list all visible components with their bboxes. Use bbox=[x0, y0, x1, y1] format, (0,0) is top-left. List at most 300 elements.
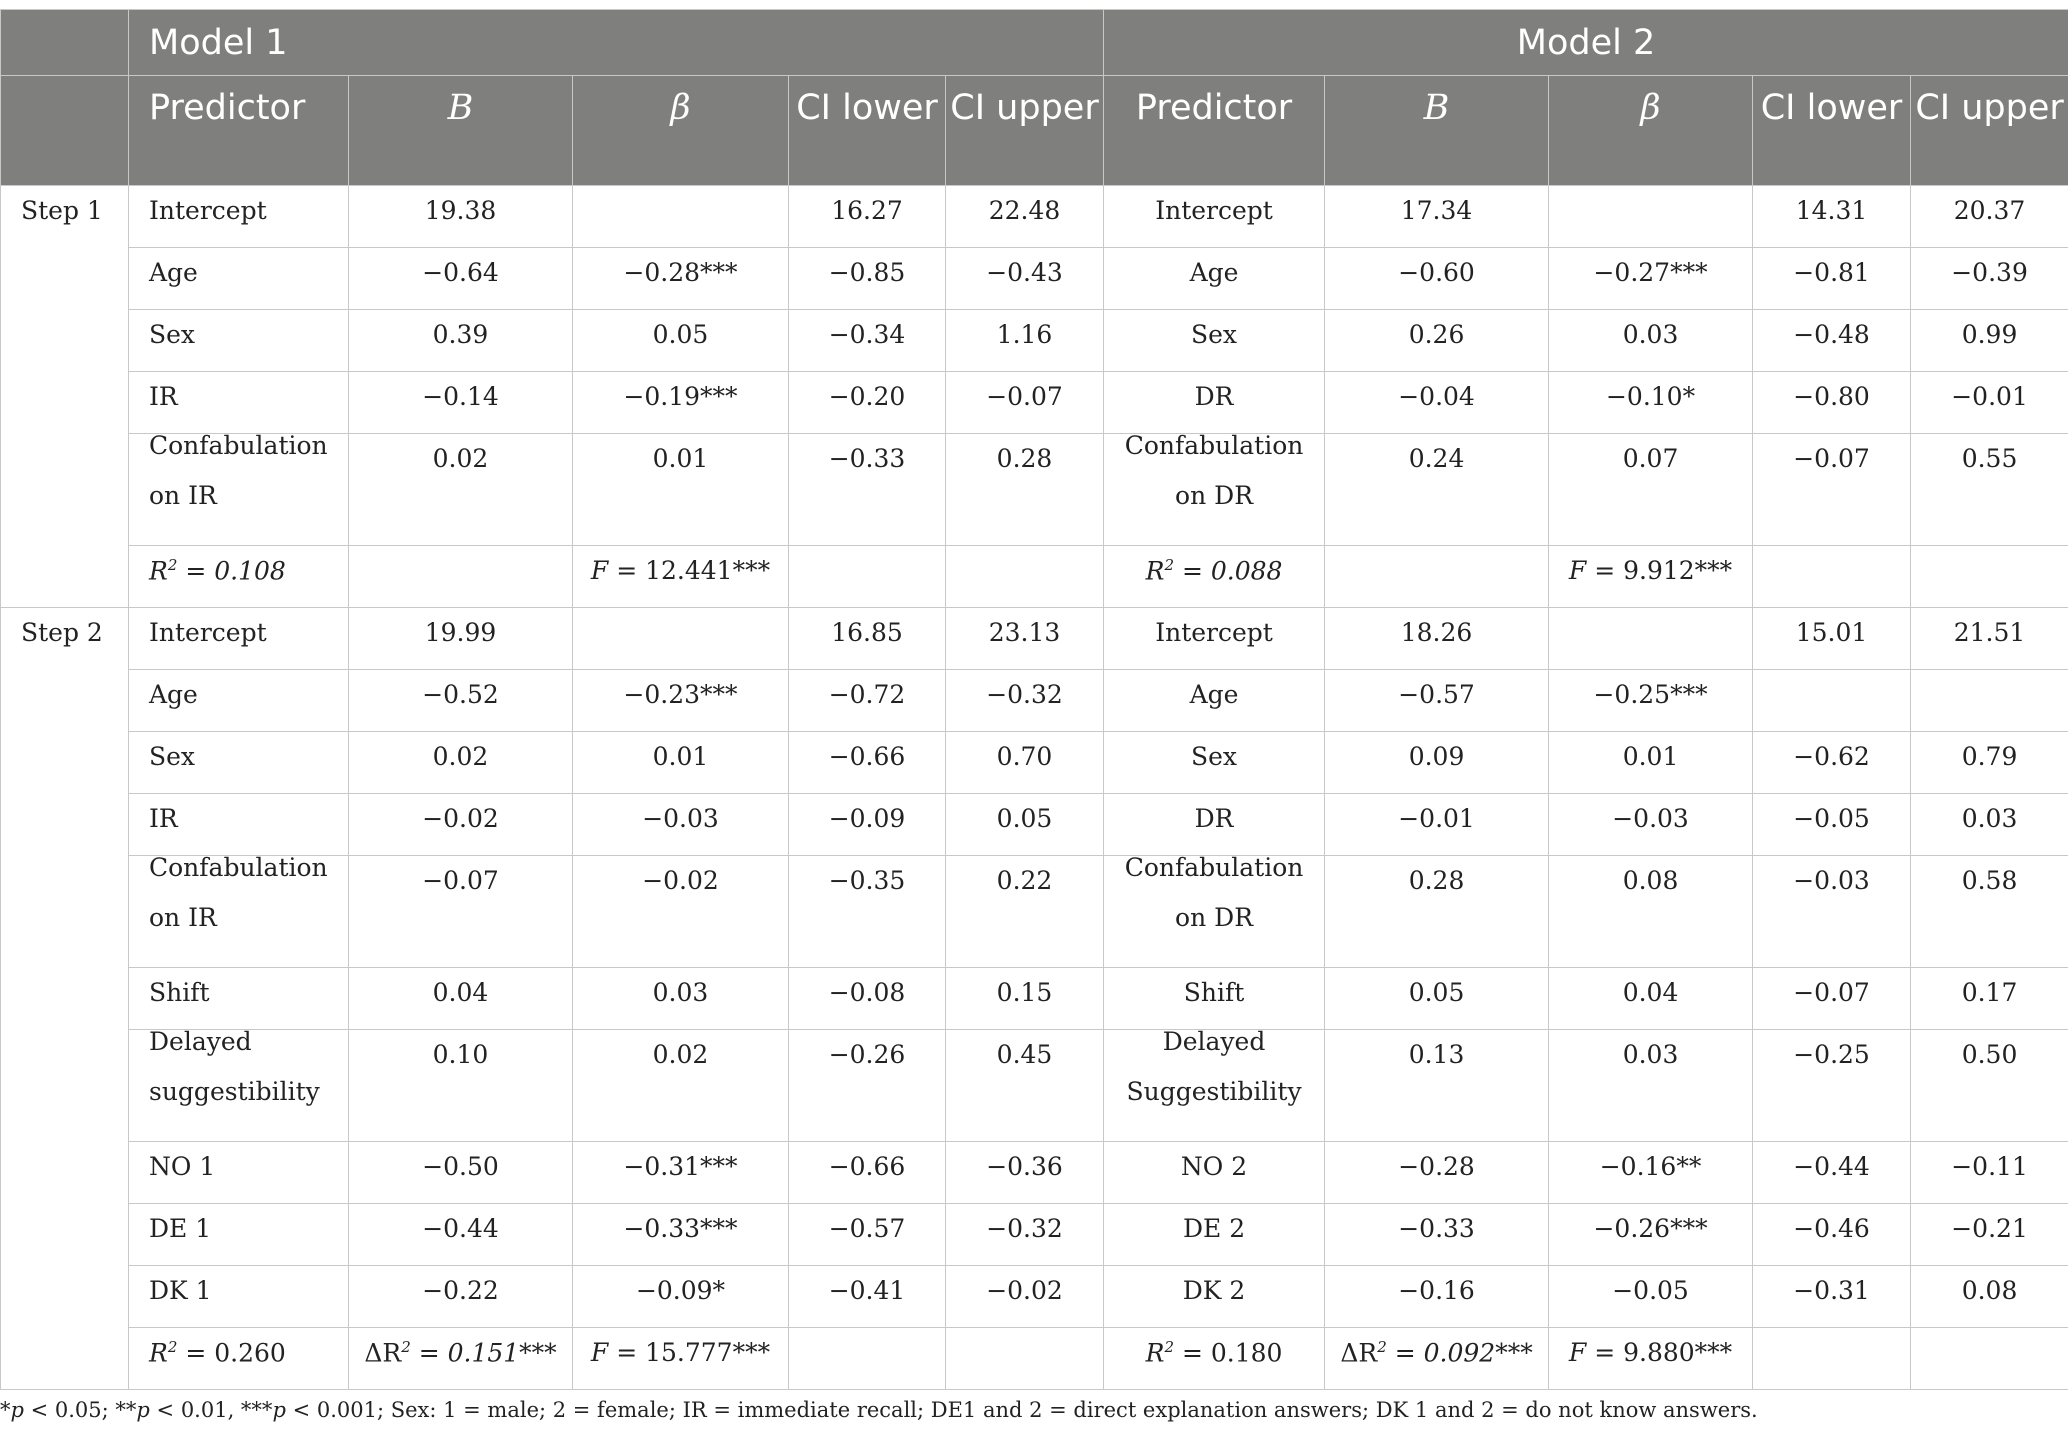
beta-header-label: β bbox=[1640, 88, 1661, 128]
beta-model1 bbox=[573, 372, 789, 434]
delta-r-squared-model2-part: 2 bbox=[1377, 1337, 1387, 1356]
predictor-model2 bbox=[1104, 310, 1325, 372]
r-squared-model1-part: R bbox=[149, 1338, 168, 1367]
b-model2-text: 0.26 bbox=[1408, 320, 1465, 349]
table-body bbox=[1, 186, 2068, 1390]
ci-lower-model1 bbox=[789, 1030, 946, 1142]
beta-model2 bbox=[1549, 434, 1753, 546]
beta-model1-text: −0.31*** bbox=[623, 1152, 738, 1181]
predictor-model1 bbox=[129, 794, 349, 856]
predictor-header-model2: Predictor bbox=[1104, 76, 1325, 186]
b-model1-text: −0.07 bbox=[422, 866, 499, 895]
beta-model2-text: −0.27*** bbox=[1593, 258, 1708, 287]
ci-lower-model2-text: −0.48 bbox=[1793, 320, 1870, 349]
ci-lower-model1-text: −0.08 bbox=[828, 978, 906, 1007]
delta-r-squared-model2-part: ΔR bbox=[1340, 1338, 1378, 1367]
b-model2 bbox=[1325, 1142, 1549, 1204]
r-squared-model2-part: 2 bbox=[1164, 555, 1174, 574]
model1-header: Model 1 bbox=[129, 10, 1104, 76]
delta-r-squared-model2 bbox=[1325, 1328, 1549, 1390]
ci-lower-model1-text: −0.66 bbox=[828, 1152, 906, 1181]
predictor-model1-text: Intercept bbox=[149, 618, 267, 647]
ci-upper-model2-text: 0.79 bbox=[1961, 742, 2018, 771]
ci-upper-model1 bbox=[946, 732, 1104, 794]
b-model1 bbox=[349, 856, 573, 968]
ci-upper-model1-text: 23.13 bbox=[988, 618, 1061, 647]
predictor-model2-text: Shift bbox=[1183, 978, 1245, 1007]
ci-lower-model2-text: −0.81 bbox=[1793, 258, 1870, 287]
ci-lower-model2 bbox=[1753, 1142, 1911, 1204]
b-model1 bbox=[349, 1266, 573, 1328]
footnote-p-italic: p bbox=[10, 1398, 24, 1422]
b-model2-text: 17.34 bbox=[1400, 196, 1473, 225]
footnote-text-2: < 0.01, *** bbox=[149, 1398, 273, 1422]
ci-lower-model1-text: −0.26 bbox=[828, 1040, 906, 1069]
beta-model1 bbox=[573, 1030, 789, 1142]
beta-model2 bbox=[1549, 856, 1753, 968]
ci-upper-model2 bbox=[1911, 372, 2068, 434]
ci-lower-model2-text: −0.80 bbox=[1793, 382, 1870, 411]
predictor-model2 bbox=[1104, 1266, 1325, 1328]
beta-model2-text: −0.05 bbox=[1612, 1276, 1689, 1305]
ci-lower-model1-text: −0.34 bbox=[828, 320, 906, 349]
b-model1-text: 0.39 bbox=[432, 320, 489, 349]
ci-lower-model2-text: −0.44 bbox=[1793, 1152, 1870, 1181]
ci-upper-model2-text: −0.11 bbox=[1951, 1152, 2028, 1181]
r-squared-model2-text bbox=[1146, 546, 1283, 597]
r-squared-model2-part: = 0.180 bbox=[1174, 1338, 1283, 1367]
table-row bbox=[1, 608, 2068, 670]
predictor-model2-text: DK 2 bbox=[1182, 1276, 1246, 1305]
b-model2 bbox=[1325, 1204, 1549, 1266]
b-model2-text: −0.16 bbox=[1398, 1276, 1475, 1305]
ci-lower-model1 bbox=[789, 608, 946, 670]
beta-model1 bbox=[573, 1204, 789, 1266]
ci-upper-model2-text: 0.08 bbox=[1961, 1276, 2018, 1305]
b-model2-text: −0.28 bbox=[1398, 1152, 1475, 1181]
predictor-model2-text: Intercept bbox=[1155, 196, 1273, 225]
b-model1-text: 19.99 bbox=[424, 618, 497, 647]
beta-model1 bbox=[573, 670, 789, 732]
footnote-p-italic: p bbox=[272, 1398, 286, 1422]
ci-upper-header-model1: CI upper bbox=[946, 76, 1104, 186]
ci-lower-model1 bbox=[789, 1266, 946, 1328]
ci-upper-model2 bbox=[1911, 1142, 2068, 1204]
ci-upper-model1-text: 0.22 bbox=[996, 866, 1053, 895]
r-squared-model1-part: = 0.260 bbox=[177, 1338, 286, 1367]
beta-model1-text: −0.23*** bbox=[623, 680, 738, 709]
b-model1-text: 0.02 bbox=[432, 444, 489, 473]
ci-upper-model2 bbox=[1911, 732, 2068, 794]
f-statistic-model1-part: = 12.441*** bbox=[608, 556, 771, 585]
ci-lower-model2 bbox=[1753, 968, 1911, 1030]
predictor-model1 bbox=[129, 1204, 349, 1266]
beta-model2-text: 0.03 bbox=[1622, 320, 1679, 349]
beta-model1 bbox=[573, 732, 789, 794]
ci-lower-model1 bbox=[789, 310, 946, 372]
delta-r-squared-model1 bbox=[349, 1328, 573, 1390]
b-model1-text: 0.10 bbox=[432, 1040, 489, 1069]
ci-upper-model2 bbox=[1911, 186, 2068, 248]
table-footnote bbox=[0, 1398, 1758, 1422]
f-statistic-model2-text bbox=[1569, 546, 1732, 596]
table-row bbox=[1, 310, 2068, 372]
ci-upper-model1 bbox=[946, 248, 1104, 310]
predictor-model1 bbox=[129, 732, 349, 794]
predictor-model1-text: Shift bbox=[149, 978, 210, 1007]
ci-upper-model2 bbox=[1911, 856, 2068, 968]
empty-cell bbox=[946, 546, 1104, 608]
ci-lower-model1-text: −0.66 bbox=[828, 742, 906, 771]
f-statistic-model2-part: F bbox=[1568, 1338, 1587, 1367]
ci-upper-model2-text: 0.50 bbox=[1961, 1040, 2018, 1069]
ci-upper-model2 bbox=[1911, 670, 2068, 732]
predictor-model1-text: DE 1 bbox=[149, 1214, 212, 1243]
predictor-model2 bbox=[1104, 1142, 1325, 1204]
b-model2 bbox=[1325, 732, 1549, 794]
beta-model2-text: −0.10* bbox=[1605, 382, 1696, 411]
beta-model1-text: 0.03 bbox=[652, 978, 709, 1007]
b-model1 bbox=[349, 1204, 573, 1266]
empty-cell bbox=[1753, 546, 1911, 608]
beta-model1 bbox=[573, 434, 789, 546]
beta-model1-text: 0.02 bbox=[652, 1040, 709, 1069]
f-statistic-model1 bbox=[573, 546, 789, 608]
footnote-text-3: < 0.001; Sex: 1 = male; 2 = female; IR = immediate recall; DE1 and 2 = direct explanation answers; DK 1 and 2 = do not know answers. bbox=[285, 1398, 1758, 1422]
b-model1-text: −0.14 bbox=[422, 382, 499, 411]
ci-upper-model1-text: −0.02 bbox=[986, 1276, 1063, 1305]
step-label-text: Step 1 bbox=[21, 196, 103, 225]
table-row bbox=[1, 794, 2068, 856]
f-statistic-model2-part: F bbox=[1568, 556, 1587, 585]
b-model2 bbox=[1325, 310, 1549, 372]
ci-upper-model1 bbox=[946, 1030, 1104, 1142]
b-model2-text: −0.33 bbox=[1398, 1214, 1475, 1243]
ci-lower-model1 bbox=[789, 1142, 946, 1204]
b-model1-text: −0.02 bbox=[422, 804, 499, 833]
ci-upper-model2 bbox=[1911, 968, 2068, 1030]
predictor-model1-text: DK 1 bbox=[149, 1276, 212, 1305]
ci-lower-model1-text: 16.85 bbox=[831, 618, 903, 647]
predictor-model1 bbox=[129, 1266, 349, 1328]
ci-upper-model1 bbox=[946, 1142, 1104, 1204]
ci-lower-model2 bbox=[1753, 248, 1911, 310]
predictor-model1 bbox=[129, 372, 349, 434]
r-squared-model2-part: R bbox=[1145, 556, 1165, 585]
ci-lower-model1 bbox=[789, 856, 946, 968]
predictor-model1-text: Age bbox=[149, 680, 198, 709]
b-model2-text: −0.01 bbox=[1398, 804, 1475, 833]
ci-upper-model2-text: 20.37 bbox=[1953, 196, 2026, 225]
ci-lower-model1-text: −0.41 bbox=[828, 1276, 906, 1305]
ci-upper-model2-text: 0.99 bbox=[1961, 320, 2018, 349]
empty-cell bbox=[789, 1328, 946, 1390]
ci-upper-model1 bbox=[946, 670, 1104, 732]
header-row-columns bbox=[1, 76, 2068, 186]
r-squared-model2 bbox=[1104, 1328, 1325, 1390]
table-row bbox=[1, 372, 2068, 434]
beta-model1-text: −0.09* bbox=[635, 1276, 726, 1305]
beta-model2 bbox=[1549, 670, 1753, 732]
ci-lower-model1-text: −0.09 bbox=[828, 804, 906, 833]
table-row bbox=[1, 1030, 2068, 1142]
footnote-p-italic: p bbox=[136, 1398, 150, 1422]
summary-row bbox=[1, 1328, 2068, 1390]
predictor-model2 bbox=[1104, 732, 1325, 794]
beta-model2-text: −0.25*** bbox=[1593, 680, 1708, 709]
r-squared-model1 bbox=[129, 1328, 349, 1390]
ci-upper-model1-text: 0.28 bbox=[996, 444, 1053, 473]
predictor-model1-text: Intercept bbox=[149, 196, 267, 225]
table-row bbox=[1, 1142, 2068, 1204]
beta-header-model1 bbox=[573, 76, 789, 186]
ci-upper-model2 bbox=[1911, 248, 2068, 310]
b-model2 bbox=[1325, 968, 1549, 1030]
r-squared-model2-part: = 0.088 bbox=[1174, 556, 1283, 585]
beta-model1-text: 0.05 bbox=[652, 320, 709, 349]
table-row bbox=[1, 1204, 2068, 1266]
beta-model2 bbox=[1549, 968, 1753, 1030]
beta-model2 bbox=[1549, 794, 1753, 856]
ci-upper-model2-text: 0.03 bbox=[1961, 804, 2018, 833]
ci-upper-model1-text: 1.16 bbox=[996, 320, 1053, 349]
ci-upper-model1 bbox=[946, 1266, 1104, 1328]
b-model1 bbox=[349, 968, 573, 1030]
ci-upper-model1-text: −0.36 bbox=[986, 1152, 1063, 1181]
beta-model1-text: 0.01 bbox=[652, 444, 709, 473]
b-model2-text: 0.09 bbox=[1408, 742, 1465, 771]
predictor-model2 bbox=[1104, 186, 1325, 248]
b-model2-text: 0.28 bbox=[1408, 866, 1465, 895]
ci-lower-model2-text: −0.46 bbox=[1793, 1214, 1870, 1243]
predictor-model2-text: Age bbox=[1189, 258, 1239, 287]
b-model2-text: −0.57 bbox=[1398, 680, 1475, 709]
beta-model2 bbox=[1549, 1266, 1753, 1328]
f-statistic-model2-part: = 9.880*** bbox=[1586, 1338, 1733, 1367]
b-model2 bbox=[1325, 1266, 1549, 1328]
ci-upper-model2 bbox=[1911, 1266, 2068, 1328]
predictor-model1-text: Sex bbox=[149, 742, 196, 771]
ci-upper-model2-text: −0.39 bbox=[1951, 258, 2028, 287]
predictor-model2 bbox=[1104, 372, 1325, 434]
ci-lower-model1-text: −0.72 bbox=[828, 680, 906, 709]
ci-lower-model1 bbox=[789, 1204, 946, 1266]
ci-upper-model2 bbox=[1911, 1030, 2068, 1142]
table-row bbox=[1, 186, 2068, 248]
predictor-model2 bbox=[1104, 856, 1325, 968]
predictor-model2-text: Intercept bbox=[1155, 618, 1273, 647]
ci-upper-model1 bbox=[946, 1204, 1104, 1266]
b-model1-text: −0.52 bbox=[422, 680, 499, 709]
predictor-model2 bbox=[1104, 794, 1325, 856]
ci-upper-model2 bbox=[1911, 608, 2068, 670]
beta-model1 bbox=[573, 856, 789, 968]
beta-header-label: β bbox=[670, 88, 691, 128]
table-row bbox=[1, 670, 2068, 732]
predictor-model1 bbox=[129, 248, 349, 310]
step-label bbox=[1, 608, 129, 1390]
beta-model2 bbox=[1549, 1142, 1753, 1204]
b-header-model2 bbox=[1325, 76, 1549, 186]
ci-lower-model2-text: −0.03 bbox=[1793, 866, 1870, 895]
predictor-model2-text: Age bbox=[1189, 680, 1239, 709]
r-squared-model1-part: R bbox=[149, 556, 168, 585]
beta-model1-text: −0.28*** bbox=[623, 258, 738, 287]
b-model1 bbox=[349, 186, 573, 248]
b-model2-text: −0.04 bbox=[1398, 382, 1475, 411]
table-row bbox=[1, 434, 2068, 546]
ci-lower-model1-text: 16.27 bbox=[831, 196, 903, 225]
table-row bbox=[1, 968, 2068, 1030]
ci-upper-model1-text: 0.15 bbox=[996, 978, 1053, 1007]
b-model2-text: −0.60 bbox=[1398, 258, 1475, 287]
delta-r-squared-model1-text bbox=[364, 1328, 556, 1379]
ci-lower-header-model2: CI lower bbox=[1753, 76, 1911, 186]
ci-lower-model2-text: −0.05 bbox=[1793, 804, 1870, 833]
ci-upper-model1-text: 0.45 bbox=[996, 1040, 1053, 1069]
ci-upper-model1 bbox=[946, 434, 1104, 546]
ci-lower-model2 bbox=[1753, 310, 1911, 372]
delta-r-squared-model2-part: = 0.092*** bbox=[1386, 1338, 1533, 1367]
ci-upper-model1-text: −0.32 bbox=[986, 1214, 1063, 1243]
predictor-model2-text: DR bbox=[1194, 804, 1234, 833]
table-row bbox=[1, 856, 2068, 968]
r-squared-model1-part: 2 bbox=[167, 555, 178, 574]
f-statistic-model1-part: = 15.777*** bbox=[608, 1338, 771, 1367]
ci-lower-model2-text: −0.07 bbox=[1793, 978, 1870, 1007]
beta-model1-text: −0.33*** bbox=[623, 1214, 738, 1243]
ci-upper-model2-text: 0.55 bbox=[1961, 444, 2018, 473]
ci-upper-model2 bbox=[1911, 1204, 2068, 1266]
ci-lower-model2-text: 15.01 bbox=[1795, 618, 1868, 647]
empty-cell bbox=[1753, 1328, 1911, 1390]
f-statistic-model1-part: F bbox=[590, 1338, 609, 1367]
b-model2-text: 18.26 bbox=[1400, 618, 1473, 647]
header-corner-cell bbox=[1, 10, 129, 76]
delta-r-squared-model1-part: = 0.151*** bbox=[410, 1338, 557, 1367]
predictor-model2 bbox=[1104, 608, 1325, 670]
beta-model1-text: −0.03 bbox=[642, 804, 719, 833]
ci-lower-model2 bbox=[1753, 732, 1911, 794]
b-model1 bbox=[349, 248, 573, 310]
b-model2 bbox=[1325, 794, 1549, 856]
ci-lower-model2-text: −0.25 bbox=[1793, 1040, 1870, 1069]
beta-model2-text: 0.07 bbox=[1622, 444, 1679, 473]
predictor-model1 bbox=[129, 1142, 349, 1204]
step-label-text: Step 2 bbox=[21, 618, 103, 647]
predictor-model2 bbox=[1104, 1204, 1325, 1266]
beta-model1-text: −0.02 bbox=[642, 866, 719, 895]
table-header bbox=[1, 10, 2068, 186]
ci-upper-model1 bbox=[946, 186, 1104, 248]
ci-lower-model1 bbox=[789, 434, 946, 546]
r-squared-model1-text bbox=[149, 546, 286, 597]
b-model1-text: 19.38 bbox=[424, 196, 497, 225]
predictor-model1-text: Confabulation on IR bbox=[149, 433, 328, 510]
ci-lower-model1-text: −0.57 bbox=[828, 1214, 906, 1243]
f-statistic-model2-part: = 9.912*** bbox=[1586, 556, 1733, 585]
predictor-model1-text: IR bbox=[149, 804, 178, 833]
ci-lower-model2-text: −0.31 bbox=[1793, 1276, 1870, 1305]
beta-model2 bbox=[1549, 310, 1753, 372]
ci-lower-model1-text: −0.33 bbox=[828, 444, 906, 473]
r-squared-model1-part: = 0.108 bbox=[177, 556, 286, 585]
predictor-model1 bbox=[129, 434, 349, 546]
ci-upper-model1-text: −0.07 bbox=[986, 382, 1063, 411]
f-statistic-model1 bbox=[573, 1328, 789, 1390]
ci-lower-model2 bbox=[1753, 186, 1911, 248]
b-model2 bbox=[1325, 856, 1549, 968]
beta-header-model2 bbox=[1549, 76, 1753, 186]
predictor-model2-text: Delayed Suggestibility bbox=[1126, 1029, 1302, 1106]
predictor-header-model1: Predictor bbox=[129, 76, 349, 186]
ci-upper-model1 bbox=[946, 608, 1104, 670]
ci-upper-header-model2: CI upper bbox=[1911, 76, 2068, 186]
beta-model1-text: −0.19*** bbox=[623, 382, 738, 411]
beta-model1 bbox=[573, 1266, 789, 1328]
b-model1 bbox=[349, 732, 573, 794]
b-model2-text: 0.05 bbox=[1408, 978, 1465, 1007]
delta-r-squared-model2 bbox=[1325, 546, 1549, 608]
r-squared-model1-part: 2 bbox=[167, 1337, 178, 1356]
ci-upper-model1 bbox=[946, 856, 1104, 968]
delta-r-squared-model1-part: ΔR bbox=[364, 1338, 402, 1367]
predictor-model1 bbox=[129, 310, 349, 372]
b-model1-text: −0.22 bbox=[422, 1276, 499, 1305]
predictor-model2-text: Sex bbox=[1191, 742, 1238, 771]
predictor-model1 bbox=[129, 968, 349, 1030]
ci-lower-model1-text: −0.35 bbox=[828, 866, 906, 895]
ci-lower-model1 bbox=[789, 248, 946, 310]
beta-model1-text: 0.01 bbox=[652, 742, 709, 771]
beta-model1 bbox=[573, 968, 789, 1030]
ci-upper-model2 bbox=[1911, 434, 2068, 546]
empty-cell bbox=[1911, 546, 2068, 608]
beta-model2 bbox=[1549, 732, 1753, 794]
f-statistic-model1-text bbox=[591, 546, 770, 596]
beta-model2-text: −0.03 bbox=[1612, 804, 1689, 833]
regression-table bbox=[0, 9, 2068, 1390]
beta-model2-text: 0.03 bbox=[1622, 1040, 1679, 1069]
ci-lower-model2 bbox=[1753, 434, 1911, 546]
delta-r-squared-model1 bbox=[349, 546, 573, 608]
beta-model2 bbox=[1549, 372, 1753, 434]
beta-model1 bbox=[573, 1142, 789, 1204]
empty-cell bbox=[946, 1328, 1104, 1390]
delta-r-squared-model1-part: 2 bbox=[401, 1337, 411, 1356]
predictor-model2 bbox=[1104, 968, 1325, 1030]
ci-upper-model2-text: −0.01 bbox=[1951, 382, 2028, 411]
r-squared-model1-text bbox=[149, 1328, 286, 1379]
header-corner-cell-2 bbox=[1, 76, 129, 186]
b-model1 bbox=[349, 608, 573, 670]
ci-upper-model2-text: 21.51 bbox=[1953, 618, 2026, 647]
ci-lower-model2 bbox=[1753, 1204, 1911, 1266]
beta-model1 bbox=[573, 608, 789, 670]
predictor-model1-text: Confabulation on IR bbox=[149, 855, 328, 932]
empty-cell bbox=[789, 546, 946, 608]
ci-upper-model2-text: 0.58 bbox=[1961, 866, 2018, 895]
ci-upper-model2-text: −0.21 bbox=[1951, 1214, 2028, 1243]
table-row bbox=[1, 1266, 2068, 1328]
ci-lower-model2 bbox=[1753, 1030, 1911, 1142]
ci-lower-model1 bbox=[789, 732, 946, 794]
beta-model1 bbox=[573, 186, 789, 248]
ci-lower-model1 bbox=[789, 186, 946, 248]
beta-model2-text: 0.04 bbox=[1622, 978, 1679, 1007]
predictor-model1-text: IR bbox=[149, 382, 178, 411]
beta-model2 bbox=[1549, 608, 1753, 670]
